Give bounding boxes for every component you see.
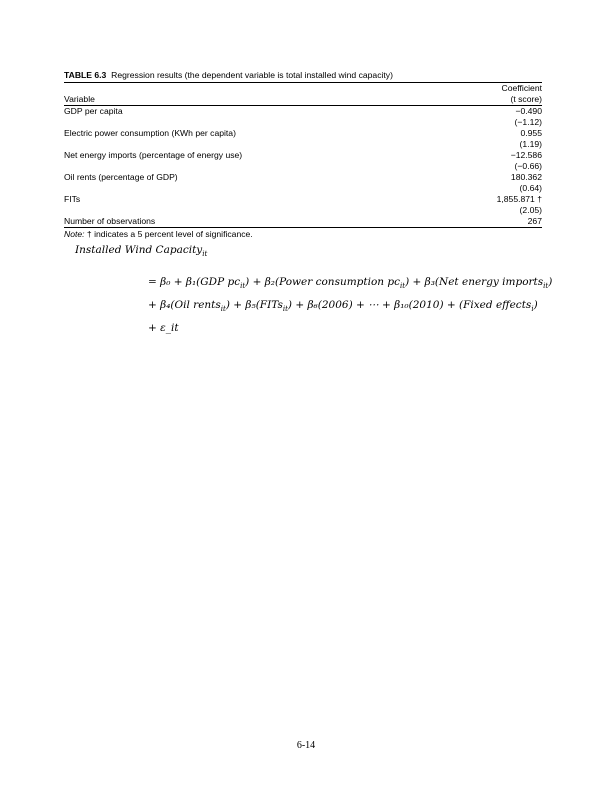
table-caption-text: Regression results (the dependent variable is total installed wind capacity) xyxy=(111,70,393,80)
table-header xyxy=(64,83,542,106)
table-row xyxy=(64,106,542,117)
variable-name: GDP per capita xyxy=(64,106,123,116)
table-caption xyxy=(64,70,542,83)
variable-name: Oil rents (percentage of GDP) xyxy=(64,172,178,182)
variable-name: FITs xyxy=(64,194,81,204)
col-coef-header: Coefficient xyxy=(501,83,542,93)
coefficient: −12.586 xyxy=(510,150,542,160)
table-row xyxy=(64,150,542,161)
table-row xyxy=(64,183,542,194)
variable-name: Net energy imports (percentage of energy use) xyxy=(64,150,243,160)
t-score: (−1.12) xyxy=(514,117,542,127)
table-label: TABLE 6.3 xyxy=(64,70,107,80)
t-score: (0.64) xyxy=(519,183,542,193)
equation-lhs-sub: it xyxy=(202,250,208,259)
t-score: (2.05) xyxy=(519,205,542,215)
equation-line-2: + β₄(Oil rents$_{it}$) + β₅(FITs$_{it}$) + β₆(2006) + ⋯ + β₁₀(2010) + (Fixed effects$_i$) xyxy=(148,299,538,314)
coefficient: 1,855.871 † xyxy=(496,194,542,204)
coefficient: 180.362 xyxy=(510,172,542,182)
table-row xyxy=(64,205,542,216)
table-body xyxy=(64,106,542,216)
variable-name: Electric power consumption (KWh per capita) xyxy=(64,128,236,138)
note-text: † indicates a 5 percent level of significance. xyxy=(84,229,253,239)
table-note xyxy=(64,229,542,240)
table-row xyxy=(64,139,542,150)
page-number: 6-14 xyxy=(296,740,316,751)
col-tscore-header: (t score) xyxy=(510,94,542,104)
table-row-observations xyxy=(64,216,542,228)
t-score: (1.19) xyxy=(519,139,542,149)
table-row xyxy=(64,161,542,172)
equation-lhs-text: Installed Wind Capacity xyxy=(75,244,203,256)
table-row xyxy=(64,172,542,183)
col-variable-header: Variable xyxy=(64,94,95,104)
table-row xyxy=(64,194,542,205)
regression-table xyxy=(64,70,542,240)
coefficient: 0.955 xyxy=(520,128,542,138)
table-row xyxy=(64,117,542,128)
t-score: (−0.66) xyxy=(514,161,542,171)
equation-line-3: + ε_it xyxy=(148,322,179,334)
table-row xyxy=(64,128,542,139)
equation-line-1: = β₀ + β₁(GDP $pc_{it}$) + β₂(Power consumption $pc_{it}) + \beta_3(Net$ energy imports$_{it}$) xyxy=(148,276,553,291)
coefficient: −0.490 xyxy=(515,106,542,116)
equation-lhs xyxy=(75,244,207,261)
note-label: Note: xyxy=(64,229,85,239)
obs-label: Number of observations xyxy=(64,216,156,226)
obs-value: 267 xyxy=(527,216,542,226)
